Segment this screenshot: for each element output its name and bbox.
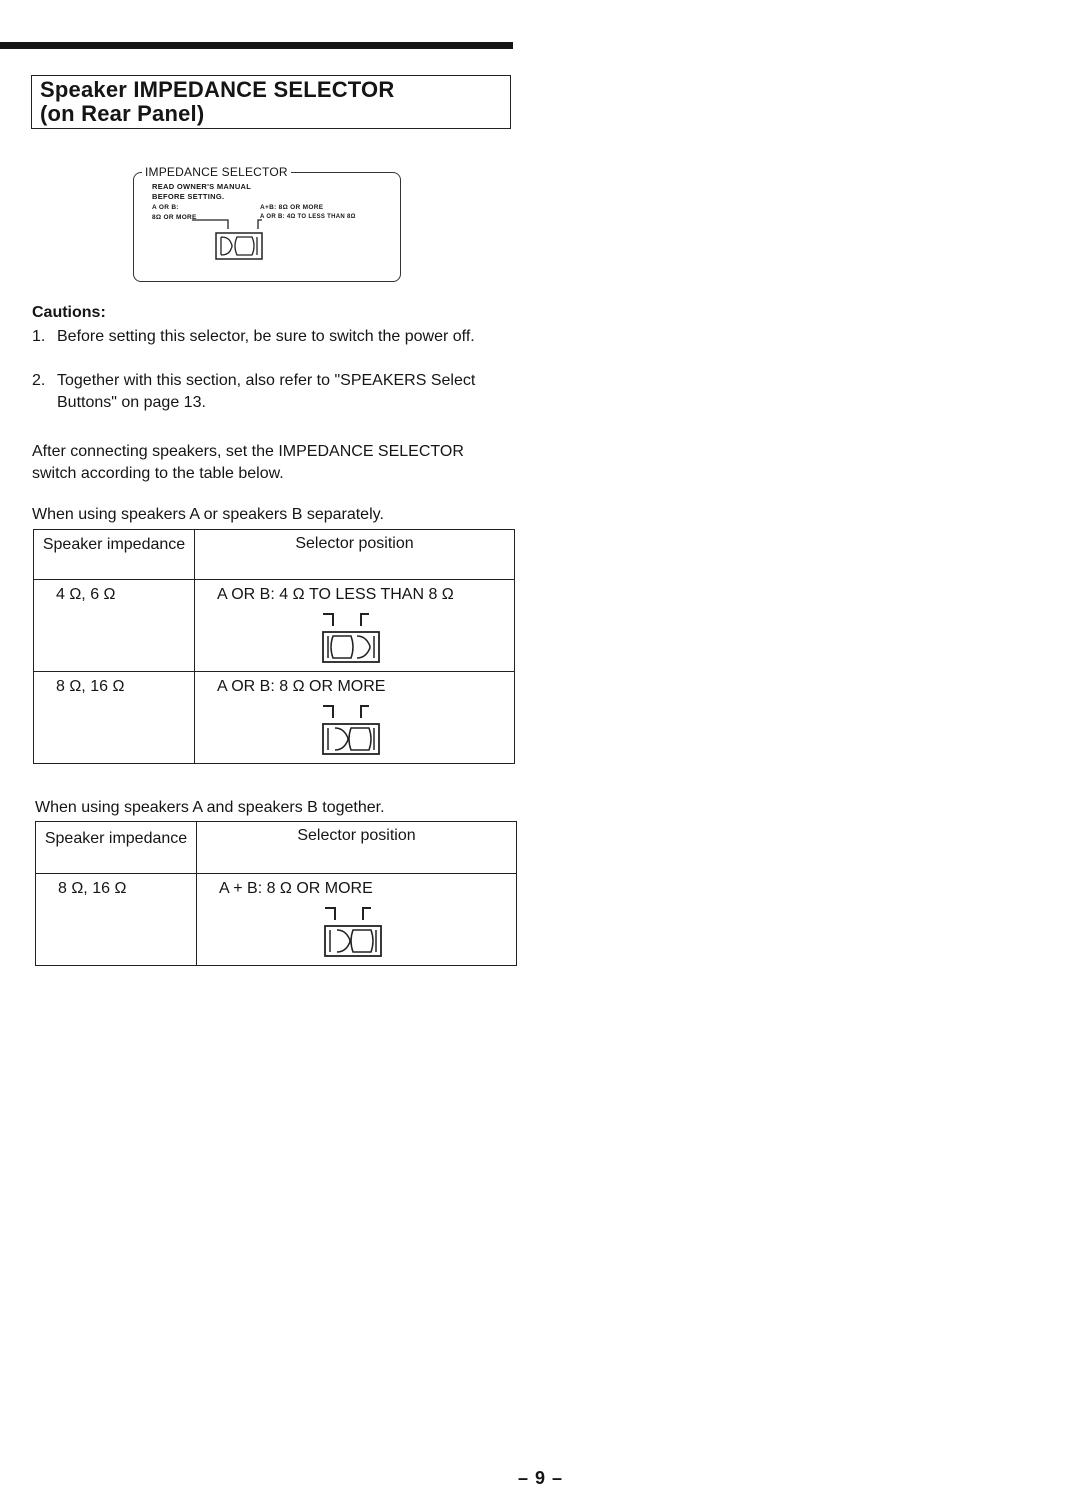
section-title-box xyxy=(31,75,511,129)
section-title-line1: Speaker IMPEDANCE SELECTOR xyxy=(40,77,395,102)
header-speaker-impedance: Speaker impedance xyxy=(34,530,195,580)
switch-left-position-icon xyxy=(323,902,393,960)
header-selector-position: Selector position xyxy=(197,822,517,874)
selector-label: A + B: 8 Ω OR MORE xyxy=(219,880,373,897)
table-header-row xyxy=(34,530,515,580)
table-header-row xyxy=(36,822,517,874)
impedance-cell: 8 Ω, 16 Ω xyxy=(36,874,197,966)
panel-heading: IMPEDANCE SELECTOR xyxy=(142,165,291,179)
impedance-cell: 4 Ω, 6 Ω xyxy=(34,580,195,672)
table-separate xyxy=(33,529,515,764)
table2-caption: When using speakers A and speakers B together. xyxy=(35,799,385,816)
selector-label: A OR B: 4 Ω TO LESS THAN 8 Ω xyxy=(217,586,454,603)
selector-cell xyxy=(195,580,515,672)
panel-label-a-or-b: A OR B: xyxy=(152,204,179,211)
page-number: – 9 – xyxy=(518,1468,564,1488)
panel-read-manual: READ OWNER'S MANUAL xyxy=(152,182,252,191)
selector-label: A OR B: 8 Ω OR MORE xyxy=(217,678,386,695)
table-row xyxy=(34,672,515,764)
top-rule xyxy=(0,42,513,49)
caution-item-1 xyxy=(32,326,522,348)
section-title-line2: (on Rear Panel) xyxy=(40,101,205,126)
impedance-selector-panel-illustration xyxy=(133,165,401,282)
switch-right-position-icon xyxy=(321,608,391,666)
table-together xyxy=(35,821,517,966)
table-row xyxy=(34,580,515,672)
caution-number: 2. xyxy=(32,372,46,389)
panel-switch-icon xyxy=(134,173,402,283)
caution-text: Before setting this selector, be sure to switch the power off. xyxy=(57,328,475,345)
panel-before-setting: BEFORE SETTING. xyxy=(152,192,225,201)
caution-text: Together with this section, also refer to "SPEAKERS Select Buttons" on page 13. xyxy=(57,372,476,411)
header-speaker-impedance: Speaker impedance xyxy=(36,822,197,874)
header-selector-position: Selector position xyxy=(195,530,515,580)
switch-left-position-icon xyxy=(321,700,391,758)
selector-cell xyxy=(195,672,515,764)
intro-paragraph: After connecting speakers, set the IMPEDANCE SELECTOR switch according to the table below. xyxy=(32,443,464,482)
caution-item-2 xyxy=(32,370,522,414)
table-row xyxy=(36,874,517,966)
caution-number: 1. xyxy=(32,328,46,345)
table1-caption: When using speakers A or speakers B separately. xyxy=(32,506,384,523)
panel-label-4-to-8: A OR B: 4Ω TO LESS THAN 8Ω xyxy=(260,214,356,220)
cautions-title: Cautions: xyxy=(32,304,106,321)
panel-label-8-or-more: 8Ω OR MORE xyxy=(152,214,197,221)
impedance-cell: 8 Ω, 16 Ω xyxy=(34,672,195,764)
selector-cell xyxy=(197,874,517,966)
panel-label-a-plus-b: A+B: 8Ω OR MORE xyxy=(260,204,324,211)
